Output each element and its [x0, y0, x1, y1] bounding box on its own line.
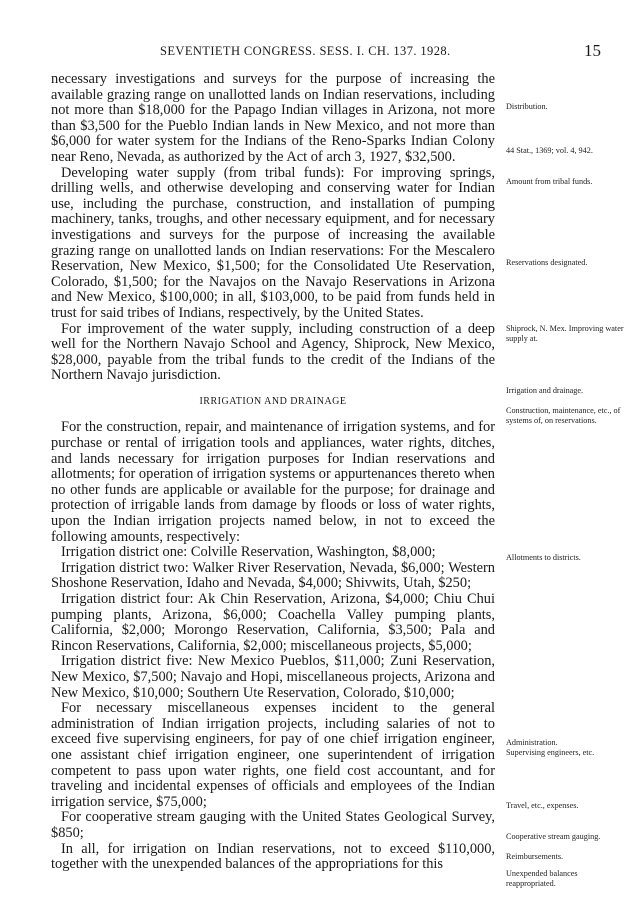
paragraph: Irrigation district five: New Mexico Pueblos, $11,000; Zuni Reservation, New Mexico, $7,500; Navajo and Hopi, miscellaneous projects, Arizona and New Mexico, $10,000; Southern Ute Reservation, Colorado, $10,000;: [51, 653, 495, 701]
section-heading: IRRIGATION AND DRAINAGE: [199, 395, 347, 407]
paragraph: Irrigation district four: Ak Chin Reservation, Arizona, $4,000; Chiu Chui pumping plants, Arizona, $6,000; Coachella Valley pumping plants, California, $2,000; Morongo Reservation, California, $3,500; Pala and Rincon Reservations, California, $2,000; miscellaneous projects, $5,000;: [51, 591, 495, 654]
margin-note: Reimbursements.: [506, 852, 564, 861]
paragraph: For necessary miscellaneous expenses incident to the general administration of Indian irrigation projects, including salaries of not to exceed five supervising engineers, for pay of one chief irrigation engineer, one assistant chief irrigation engineer, one superintendent of irrigation competent to pass upon water rights, one field cost accountant, and for traveling and incidental expenses of officials and employees of the Indian irrigation service, $75,000;: [51, 700, 495, 810]
margin-note: Travel, etc., expenses.: [506, 801, 579, 810]
page-header: [0, 41, 636, 64]
margin-note: 44 Stat., 1369; vol. 4, 942.: [506, 146, 593, 155]
margin-note: Reservations designated.: [506, 258, 588, 267]
margin-note: Distribution.: [506, 102, 548, 111]
main-text: [51, 72, 495, 873]
margin-note: Shiprock, N. Mex. Improving water supply at.: [506, 324, 624, 343]
paragraph: For cooperative stream gauging with the United States Geological Survey, $850;: [51, 809, 495, 841]
paragraph: For the construction, repair, and maintenance of irrigation systems, and for purchase or rental of irrigation tools and appliances, water rights, ditches, and lands necessary for irrigation purposes for Indian reservations and allotments; for operation of irrigation systems or appurtenances thereto when no other funds are applicable or available for the purpose; for drainage and protection of irrigable lands from damage by floods or loss of water rights, upon the Indian irrigation projects named below, in not to exceed the following amounts, respectively:: [51, 419, 495, 545]
running-head: SEVENTIETH CONGRESS. SESS. I. CH. 137. 1928.: [160, 44, 451, 58]
paragraph: Developing water supply (from tribal funds): For improving springs, drilling wells, and otherwise developing and conserving water for Indian use, including the purchase, construction, and installation of pumping machinery, tanks, troughs, and other necessary equipment, and for necessary investigations and surveys for the purpose of increasing the available grazing range on unallotted lands on Indian reservations: For the Mescalero Reservation, New Mexico, $1,500; for the Consolidated Ute Reservation, Colorado, $1,500; for the Navajos on the Navajo Reservations in Arizona and New Mexico, $100,000; in all, $103,000, to be paid from funds held in trust for said tribes of Indians, respectively, by the United States.: [51, 164, 495, 321]
paragraph: In all, for irrigation on Indian reservations, not to exceed $110,000, together with the unexpended balances of the appropriations for this: [51, 840, 495, 873]
margin-note: Supervising engineers, etc.: [506, 748, 595, 757]
margin-note: Unexpended balances reappropriated.: [506, 869, 578, 888]
paragraph: Irrigation district one: Colville Reservation, Washington, $8,000;: [61, 544, 436, 561]
margin-note: Irrigation and drainage.: [506, 386, 584, 395]
margin-note: Amount from tribal funds.: [506, 177, 593, 186]
page-number: 15: [584, 41, 601, 60]
paragraph: Irrigation district two: Walker River Reservation, Nevada, $6,000; Western Shoshone Reservation, Idaho and Nevada, $4,000; Shivwits, Utah, $250;: [51, 559, 495, 592]
paragraph: For improvement of the water supply, including construction of a deep well for the Northern Navajo School and Agency, Shiprock, New Mexico, $28,000, payable from the tribal funds to the credit of the Indians of the Northern Navajo jurisdiction.: [51, 320, 495, 384]
paragraph: necessary investigations and surveys for the purpose of increasing the available grazing range on unallotted lands on Indian reservations, including not more than $18,000 for the Papago Indian villages in Arizona, not more than $3,500 for the Pueblo Indian lands in New Mexico, and not more than $6,000 for water system for the Indians of the Reno-Sparks Indian Colony near Reno, Nevada, as authorized by the Act of arch 3, 1927, $32,500.: [51, 71, 495, 165]
margin-note: Cooperative stream gauging.: [506, 832, 601, 841]
margin-note: Administration.: [506, 738, 558, 747]
margin-note: Construction, maintenance, etc., of systems of, on reservations.: [506, 406, 621, 425]
margin-note: Allotments to districts.: [506, 553, 581, 562]
